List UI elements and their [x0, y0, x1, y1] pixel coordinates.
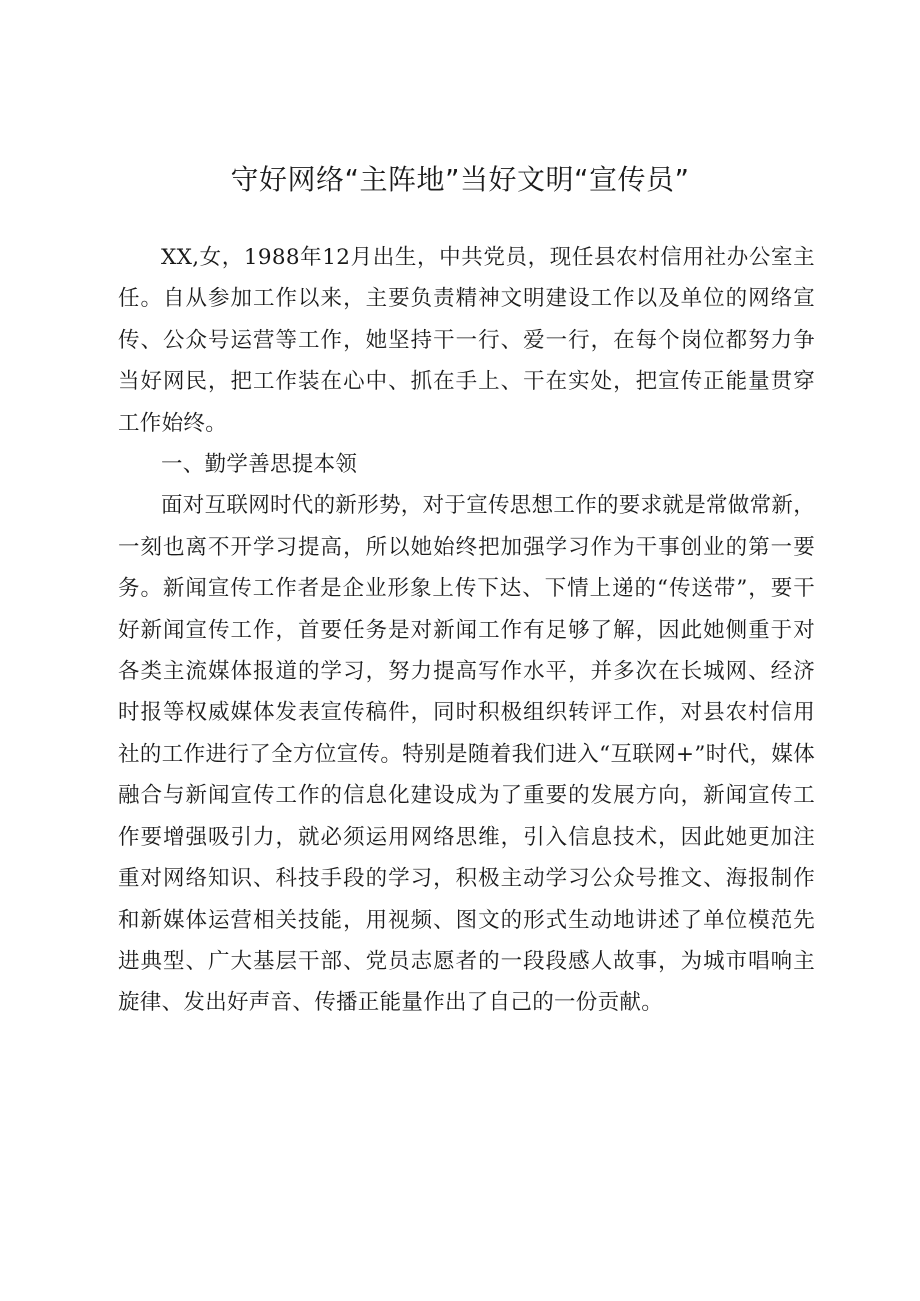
intro-paragraph: XX,女，1988年12月出生，中共党员，现任县农村信用社办公室主任。自从参加工作以来，主要负责精神文明建设工作以及单位的网络宣传、公众号运营等工作，她坚持干一行、爱一行，在每个岗位都努力争当好网民，把工作装在心中、抓在手上、干在实处，把宣传正能量贯穿工作始终。 — [118, 245, 815, 436]
section-heading: 一、勤学善思提本领 — [161, 452, 358, 478]
section-paragraph: 面对互联网时代的新形势，对于宣传思想工作的要求就是常做常新，一刻也离不开学习提高，所以她始终把加强学习作为干事创业的第一要务。新闻宣传工作者是企业形象上传下达、下情上递的“传送带”，要干好新闻宣传工作，首要任务是对新闻工作有足够了解，因此她侧重于对各类主流媒体报道的学习，努力提高写作水平，并多次在长城网、经济时报等权威媒体发表宣传稿件，同时积极组织转评工作，对县农村信用社的工作进行了全方位宣传。特别是随着我们进入“互联网+”时代，媒体融合与新闻宣传工作的信息化建设成为了重要的发展方向，新闻宣传工作要增强吸引力，就必须运用网络思维，引入信息技术，因此她更加注重对网络知识、科技手段的学习，积极主动学习公众号推文、海报制作和新媒体运营相关技能，用视频、图文的形式生动地讲述了单位模范先进典型、广大基层干部、党员志愿者的一段段感人故事，为城市唱响主旋律、发出好声音、传播正能量作出了自己的一份贡献。 — [118, 493, 816, 1016]
document-body — [118, 237, 815, 1024]
document-title: 守好网络“主阵地”当好文明“宣传员” — [230, 163, 690, 196]
